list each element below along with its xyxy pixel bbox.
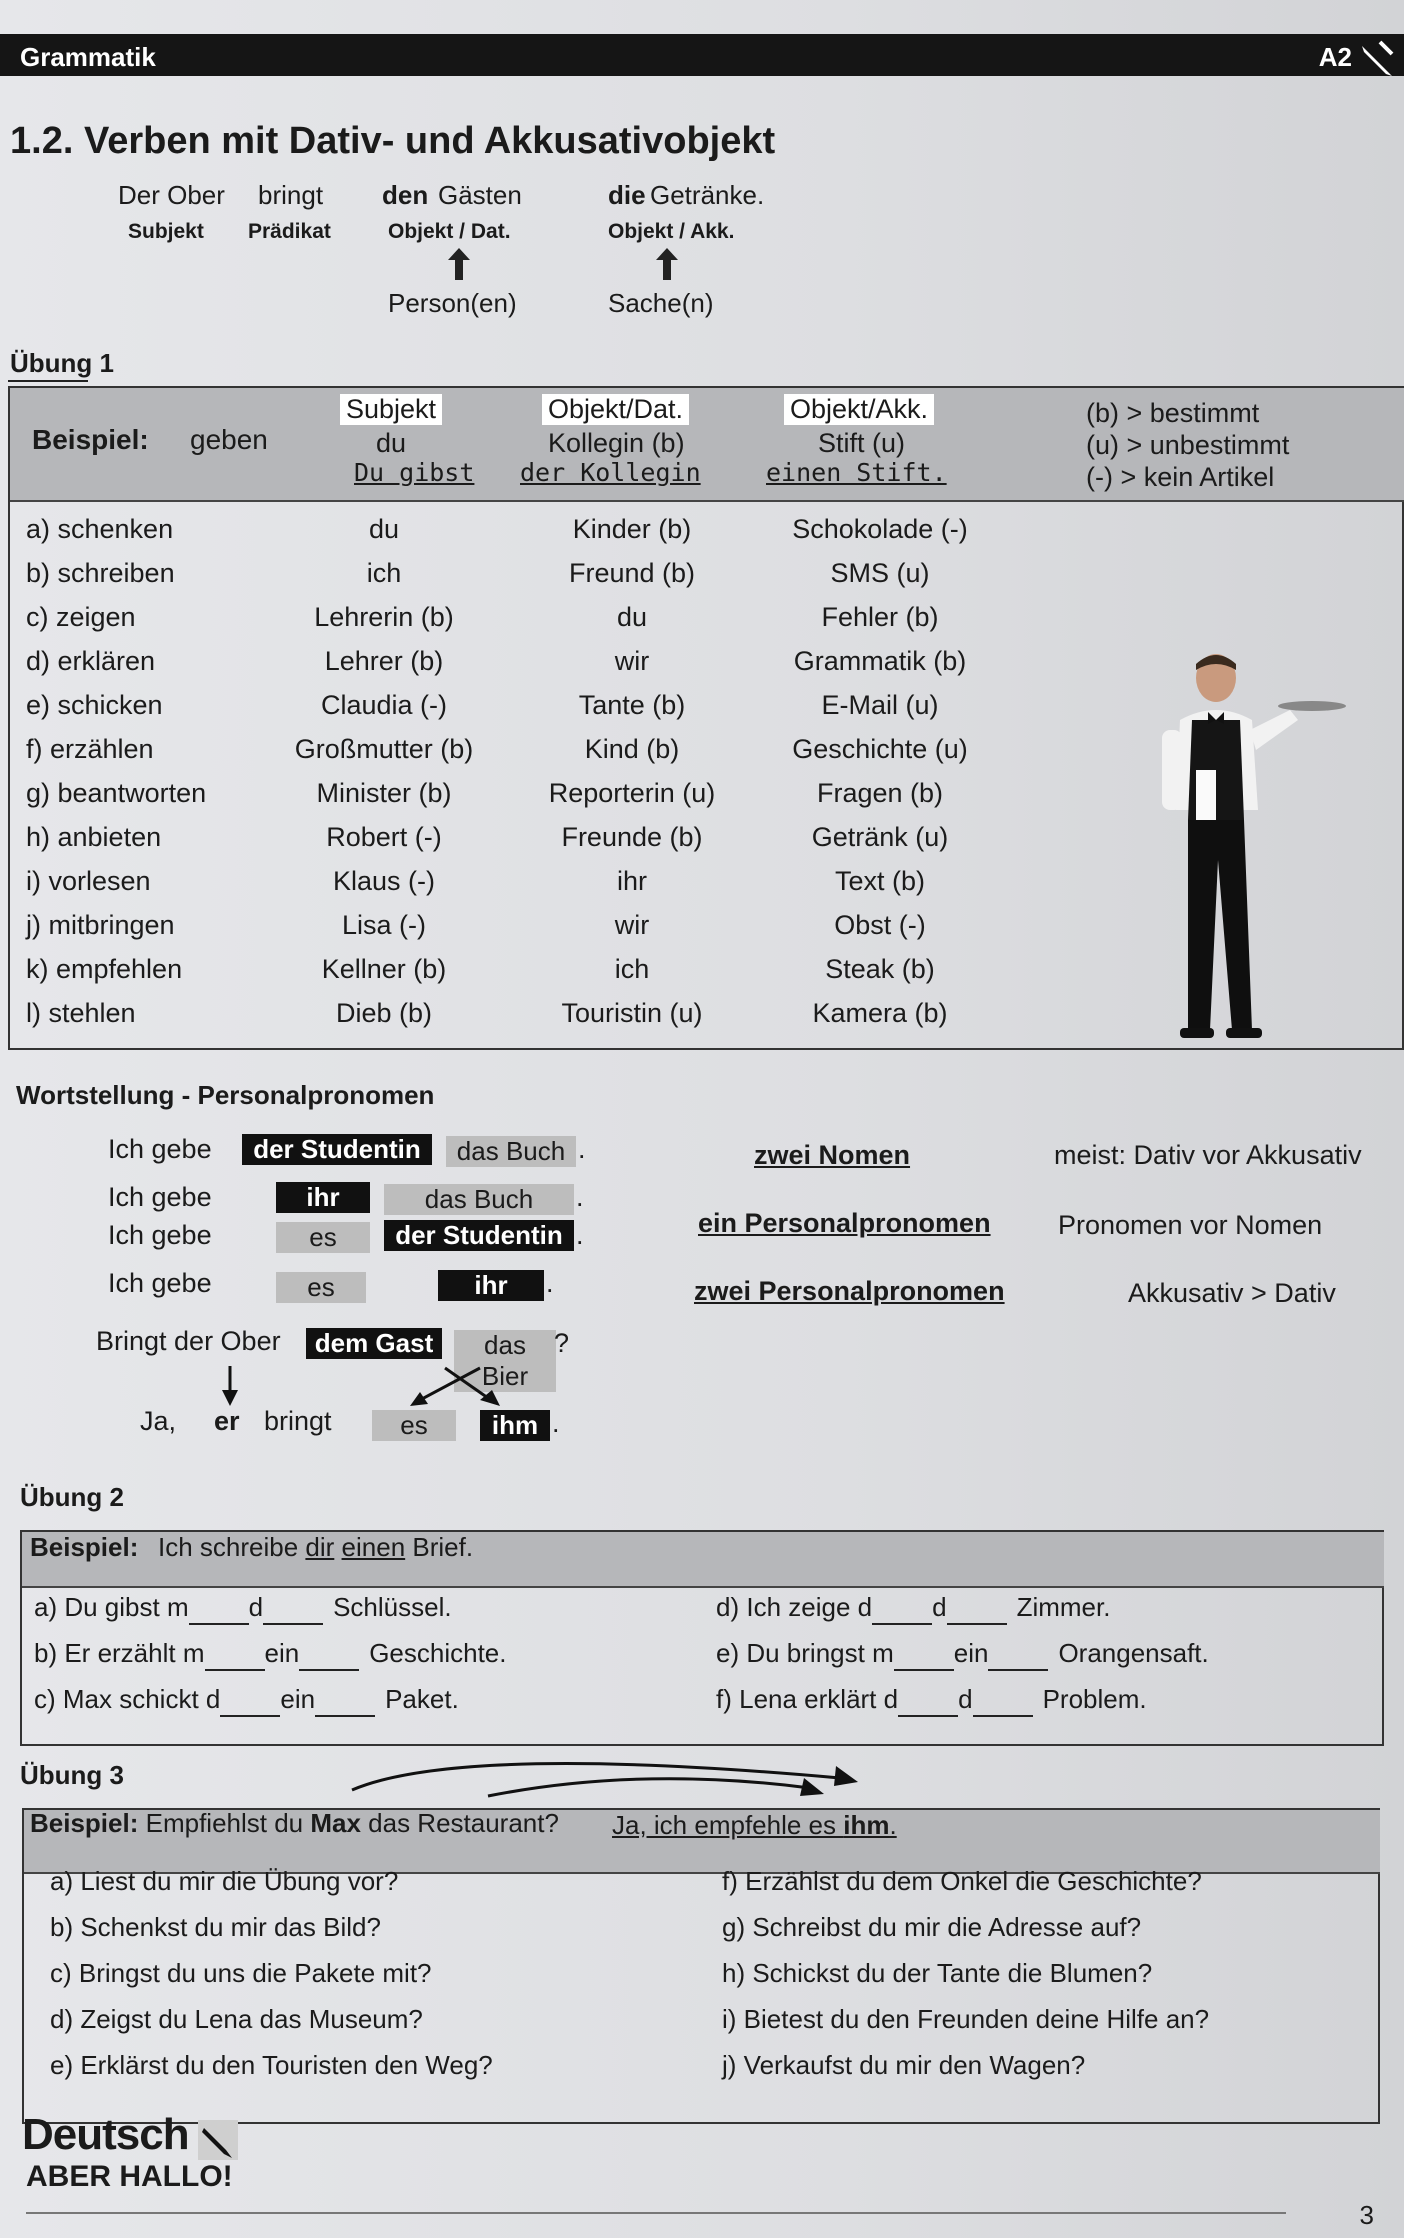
intro-sache: Sache(n) [608,288,714,318]
table-cell: Freund (b) [568,558,696,588]
wortstellung-title: Wortstellung - Personalpronomen [16,1080,435,1110]
legend-item: (-) > kein Artikel [1086,462,1275,492]
col-header-akkusativ: Objekt/Akk. [784,394,934,425]
swap-arrows-icon [340,1752,870,1808]
table-cell: Minister (b) [316,778,452,808]
dativ-pronomen: ihr [438,1270,544,1301]
pencil-logo-icon [1356,38,1396,78]
example-answer: Ja, ich empfehle es ihm. [612,1810,897,1840]
table-cell: Robert (-) [326,822,442,852]
table-cell: Fragen (b) [816,778,944,808]
table-cell: Klaus (-) [332,866,435,896]
ich-gebe: Ich gebe [108,1134,212,1164]
swap-arrows-icon [210,1362,510,1412]
example-text: Ich schreibe dir einen Brief. [158,1532,474,1562]
exercise-verb: l) stehlen [26,998,136,1028]
table-cell: ich [614,954,650,984]
intro-label: Objekt / Dat. [388,220,511,243]
exercise-verb: k) empfehlen [26,954,183,984]
example-answer: einen Stift. [766,458,947,487]
exercise-verb: c) zeigen [26,602,136,632]
table-cell: Lehrerin (b) [314,602,454,632]
table-cell: du [368,514,400,544]
table-cell: Lisa (-) [341,910,426,940]
example-label: Beispiel: [32,424,149,455]
blank-field[interactable] [263,1592,323,1625]
exercise-question: a) Liest du mir die Übung vor? [50,1866,399,1896]
table-cell: Fehler (b) [821,602,939,632]
period: . [576,1182,584,1212]
table-cell: Getränk (u) [811,822,949,852]
footer-rule [26,2212,1286,2214]
level-badge: A2 [1318,42,1352,72]
intro-word: Getränke. [650,180,765,210]
intro-person: Person(en) [388,288,517,318]
uebung2-title: Übung 2 [20,1482,124,1512]
example-text: Beispiel: Empfiehlst du Max das Restaurant? [30,1808,559,1838]
blank-field[interactable] [205,1638,265,1671]
table-cell: Geschichte (u) [792,734,968,764]
intro-word: die [608,180,646,210]
intro-label: Subjekt [128,220,204,243]
table-cell: Reporterin (u) [548,778,716,808]
dativ-nomen: der Studentin [242,1134,432,1165]
exercise-question: e) Erklärst du den Touristen den Weg? [50,2050,493,2080]
table-cell: wir [614,910,650,940]
fill-in-sentence: b) Er erzählt m ein Geschichte. [34,1638,507,1671]
rule-text: Pronomen vor Nomen [1058,1210,1323,1240]
exercise-question: i) Bietest du den Freunden deine Hilfe an? [722,2004,1210,2034]
table-cell: SMS (u) [830,558,930,588]
period: . [546,1268,554,1298]
rule-case: ein Personalpronomen [698,1208,991,1238]
table-cell: Kinder (b) [572,514,692,544]
table-cell: Tante (b) [578,690,686,720]
ich-gebe: Ich gebe [108,1182,212,1212]
table-cell: Kellner (b) [321,954,447,984]
exercise-question: b) Schenkst du mir das Bild? [50,1912,381,1942]
answer-verb: bringt [264,1406,332,1436]
exercise-verb: b) schreiben [26,558,175,588]
blank-field[interactable] [894,1638,954,1671]
table-cell: Steak (b) [825,954,935,984]
table-cell: ich [366,558,402,588]
blank-field[interactable] [189,1592,249,1625]
table-cell: Schokolade (-) [792,514,968,544]
table-cell: Großmutter (b) [294,734,474,764]
blank-field[interactable] [988,1638,1048,1671]
exercise-verb: a) schenken [26,514,174,544]
waiter-illustration [1140,650,1380,1050]
blank-field[interactable] [898,1684,958,1717]
table-cell: Kind (b) [584,734,680,764]
exercise-verb: g) beantworten [26,778,207,808]
table-cell: Obst (-) [834,910,926,940]
exercise-question: f) Erzählst du dem Onkel die Geschichte? [722,1866,1202,1896]
table-cell: du [616,602,648,632]
table-cell: Grammatik (b) [793,646,967,676]
blank-field[interactable] [315,1684,375,1717]
intro-word: Der Ober [118,180,225,210]
exercise-verb: h) anbieten [26,822,162,852]
table-cell: Kamera (b) [812,998,948,1028]
page-number: 3 [1359,2200,1374,2230]
page-title: 1.2. Verben mit Dativ- und Akkusativobjekt [10,120,776,162]
akk-pronomen: es [276,1272,366,1303]
intro-word: Gästen [438,180,522,210]
period: . [552,1408,560,1438]
table-cell: Touristin (u) [561,998,703,1028]
table-cell: Lehrer (b) [324,646,444,676]
dativ-pronomen: ihr [276,1182,370,1213]
intro-label: Objekt / Akk. [608,220,735,243]
example-cell: Kollegin (b) [548,428,685,458]
blank-field[interactable] [973,1684,1033,1717]
question-start: Bringt der Ober [96,1326,281,1356]
legend-item: (u) > unbestimmt [1086,430,1290,460]
table-cell: Freunde (b) [561,822,703,852]
example-cell: Stift (u) [818,428,906,458]
dativ-nomen: dem Gast [306,1328,442,1359]
exercise-question: c) Bringst du uns die Pakete mit? [50,1958,432,1988]
fill-in-sentence: a) Du gibst m d Schlüssel. [34,1592,452,1625]
arrow-up-icon [448,248,470,280]
exercise-question: h) Schickst du der Tante die Blumen? [722,1958,1153,1988]
title-underline [8,380,88,382]
table-cell: ihr [616,866,647,896]
period: . [576,1220,584,1250]
table-cell: Claudia (-) [320,690,448,720]
fill-in-sentence: f) Lena erklärt d d Problem. [716,1684,1147,1717]
pencil-logo-icon [196,2118,240,2162]
exercise-verb: e) schicken [26,690,163,720]
intro-word: den [382,180,429,210]
exercise-verb: f) erzählen [26,734,154,764]
period: . [578,1134,586,1164]
table-cell: Dieb (b) [335,998,433,1028]
example-label: Beispiel: [30,1532,139,1562]
exercise-question: j) Verkaufst du mir den Wagen? [722,2050,1086,2080]
exercise-question: g) Schreibst du mir die Adresse auf? [722,1912,1142,1942]
brand-logo: Deutsch [22,2110,189,2159]
exercise-question: d) Zeigst du Lena das Museum? [50,2004,423,2034]
akk-nomen: das Bier [454,1330,556,1392]
akk-pronomen: es [372,1410,456,1441]
rule-case: zwei Personalpronomen [694,1276,1005,1306]
rule-text: meist: Dativ vor Akkusativ [1054,1140,1362,1170]
header-bar [0,34,1404,76]
table-cell: Text (b) [834,866,926,896]
legend-item: (b) > bestimmt [1086,398,1260,428]
example-cell: du [376,428,407,458]
intro-label: Prädikat [248,220,331,243]
blank-field[interactable] [947,1592,1007,1625]
question-mark: ? [554,1328,570,1358]
fill-in-sentence: d) Ich zeige d d Zimmer. [716,1592,1110,1625]
ich-gebe: Ich gebe [108,1268,212,1298]
table-cell: wir [614,646,650,676]
exercise-verb: j) mitbringen [26,910,175,940]
akk-pronomen: es [276,1222,370,1253]
akk-nomen: das Buch [384,1184,574,1215]
uebung1-title: Übung 1 [10,348,114,378]
answer-ja: Ja, [140,1406,177,1436]
blank-field[interactable] [220,1684,280,1717]
blank-field[interactable] [872,1592,932,1625]
example-verb: geben [190,424,268,455]
intro-word: bringt [258,180,324,210]
section-label: Grammatik [20,42,156,72]
uebung3-title: Übung 3 [20,1760,124,1790]
example-answer: der Kollegin [520,458,701,487]
ich-gebe: Ich gebe [108,1220,212,1250]
col-header-subjekt: Subjekt [340,394,442,425]
exercise-verb: i) vorlesen [26,866,151,896]
rule-case: zwei Nomen [754,1140,911,1170]
rule-text: Akkusativ > Dativ [1128,1278,1336,1308]
blank-field[interactable] [299,1638,359,1671]
brand-tagline: ABER HALLO! [26,2160,233,2193]
example-answer: Du gibst [354,458,475,487]
table-cell: E-Mail (u) [821,690,939,720]
fill-in-sentence: e) Du bringst m ein Orangensaft. [716,1638,1209,1671]
answer-subject: er [214,1406,240,1436]
arrow-up-icon [656,248,678,280]
dativ-pronomen: ihm [480,1410,550,1441]
fill-in-sentence: c) Max schickt d ein Paket. [34,1684,459,1717]
akk-nomen: das Buch [446,1136,576,1167]
col-header-dativ: Objekt/Dat. [542,394,689,425]
exercise-verb: d) erklären [26,646,156,676]
dativ-nomen: der Studentin [384,1220,574,1251]
